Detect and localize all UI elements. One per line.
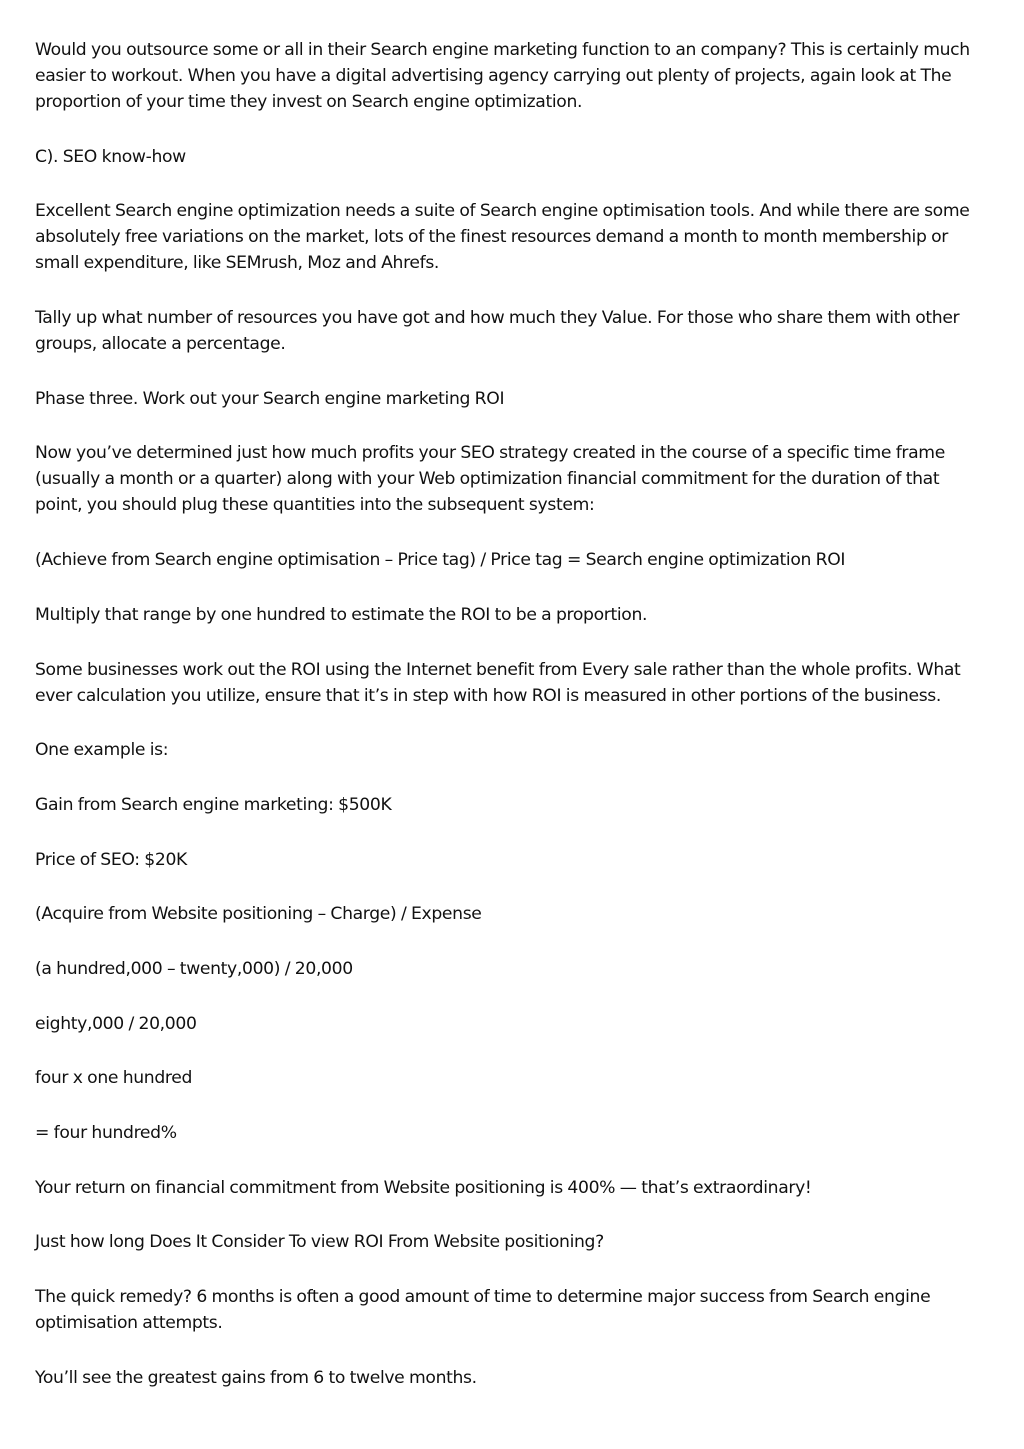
heading-how-long: Just how long Does It Consider To view ROI From Website positioning? [35,1232,604,1253]
example-label: One example is: [35,740,169,761]
document-page [35,37,990,1419]
paragraph-net-profit: Some businesses work out the ROI using the Internet benefit from Every sale rather than the whole profits. What ever calculation you utilize, ensure that it’s in step with how ROI is measured in other portions of the business. [35,659,961,706]
paragraph-multiply: Multiply that range by one hundred to estimate the ROI to be a proportion. [35,604,648,625]
formula-seo-roi: (Achieve from Search engine optimisation – Price tag) / Price tag = Search engine optimization ROI [35,550,846,571]
heading-seo-know-how: C). SEO know-how [35,146,186,167]
example-step-3: four x one hundred [35,1068,193,1089]
paragraph-return: Your return on financial commitment from Website positioning is 400% — that’s extraordinary! [35,1177,812,1198]
example-step-1: (a hundred,000 – twenty,000) / 20,000 [35,958,353,979]
heading-phase-three: Phase three. Work out your Search engine marketing ROI [35,388,505,409]
example-result: = four hundred% [35,1123,177,1143]
example-formula: (Acquire from Website positioning – Charge) / Expense [35,904,482,925]
example-step-2: eighty,000 / 20,000 [35,1013,197,1034]
paragraph-seo-tools: Excellent Search engine optimization needs a suite of Search engine optimisation tools. And while there are some absolutely free variations on the market, lots of the finest resources demand a month to month membership or small expenditure, like SEMrush, Moz and Ahrefs. [35,201,970,274]
paragraph-plug-quantities: Now you’ve determined just how much profits your SEO strategy created in the course of a specific time frame (usually a month or a quarter) along with your Web optimization financial commitment for the duration of that point, you should plug these quantities into the subsequent system: [35,443,945,516]
paragraph-outsourcing: Would you outsource some or all in their Search engine marketing function to an company? This is certainly much easier to workout. When you have a digital advertising agency carrying out plenty of projects, again look at The proportion of your time they invest on Search engine optimization. [35,40,970,112]
paragraph-quick-remedy: The quick remedy? 6 months is often a good amount of time to determine major success from Search engine optimisation attempts. [35,1287,931,1334]
example-price: Price of SEO: $20K [35,849,187,870]
example-gain: Gain from Search engine marketing: $500K [35,794,392,815]
paragraph-tally-resources: Tally up what number of resources you have got and how much they Value. For those who share them with other groups, allocate a percentage. [35,308,960,355]
paragraph-greatest-gains: You’ll see the greatest gains from 6 to twelve months. [35,1367,477,1388]
